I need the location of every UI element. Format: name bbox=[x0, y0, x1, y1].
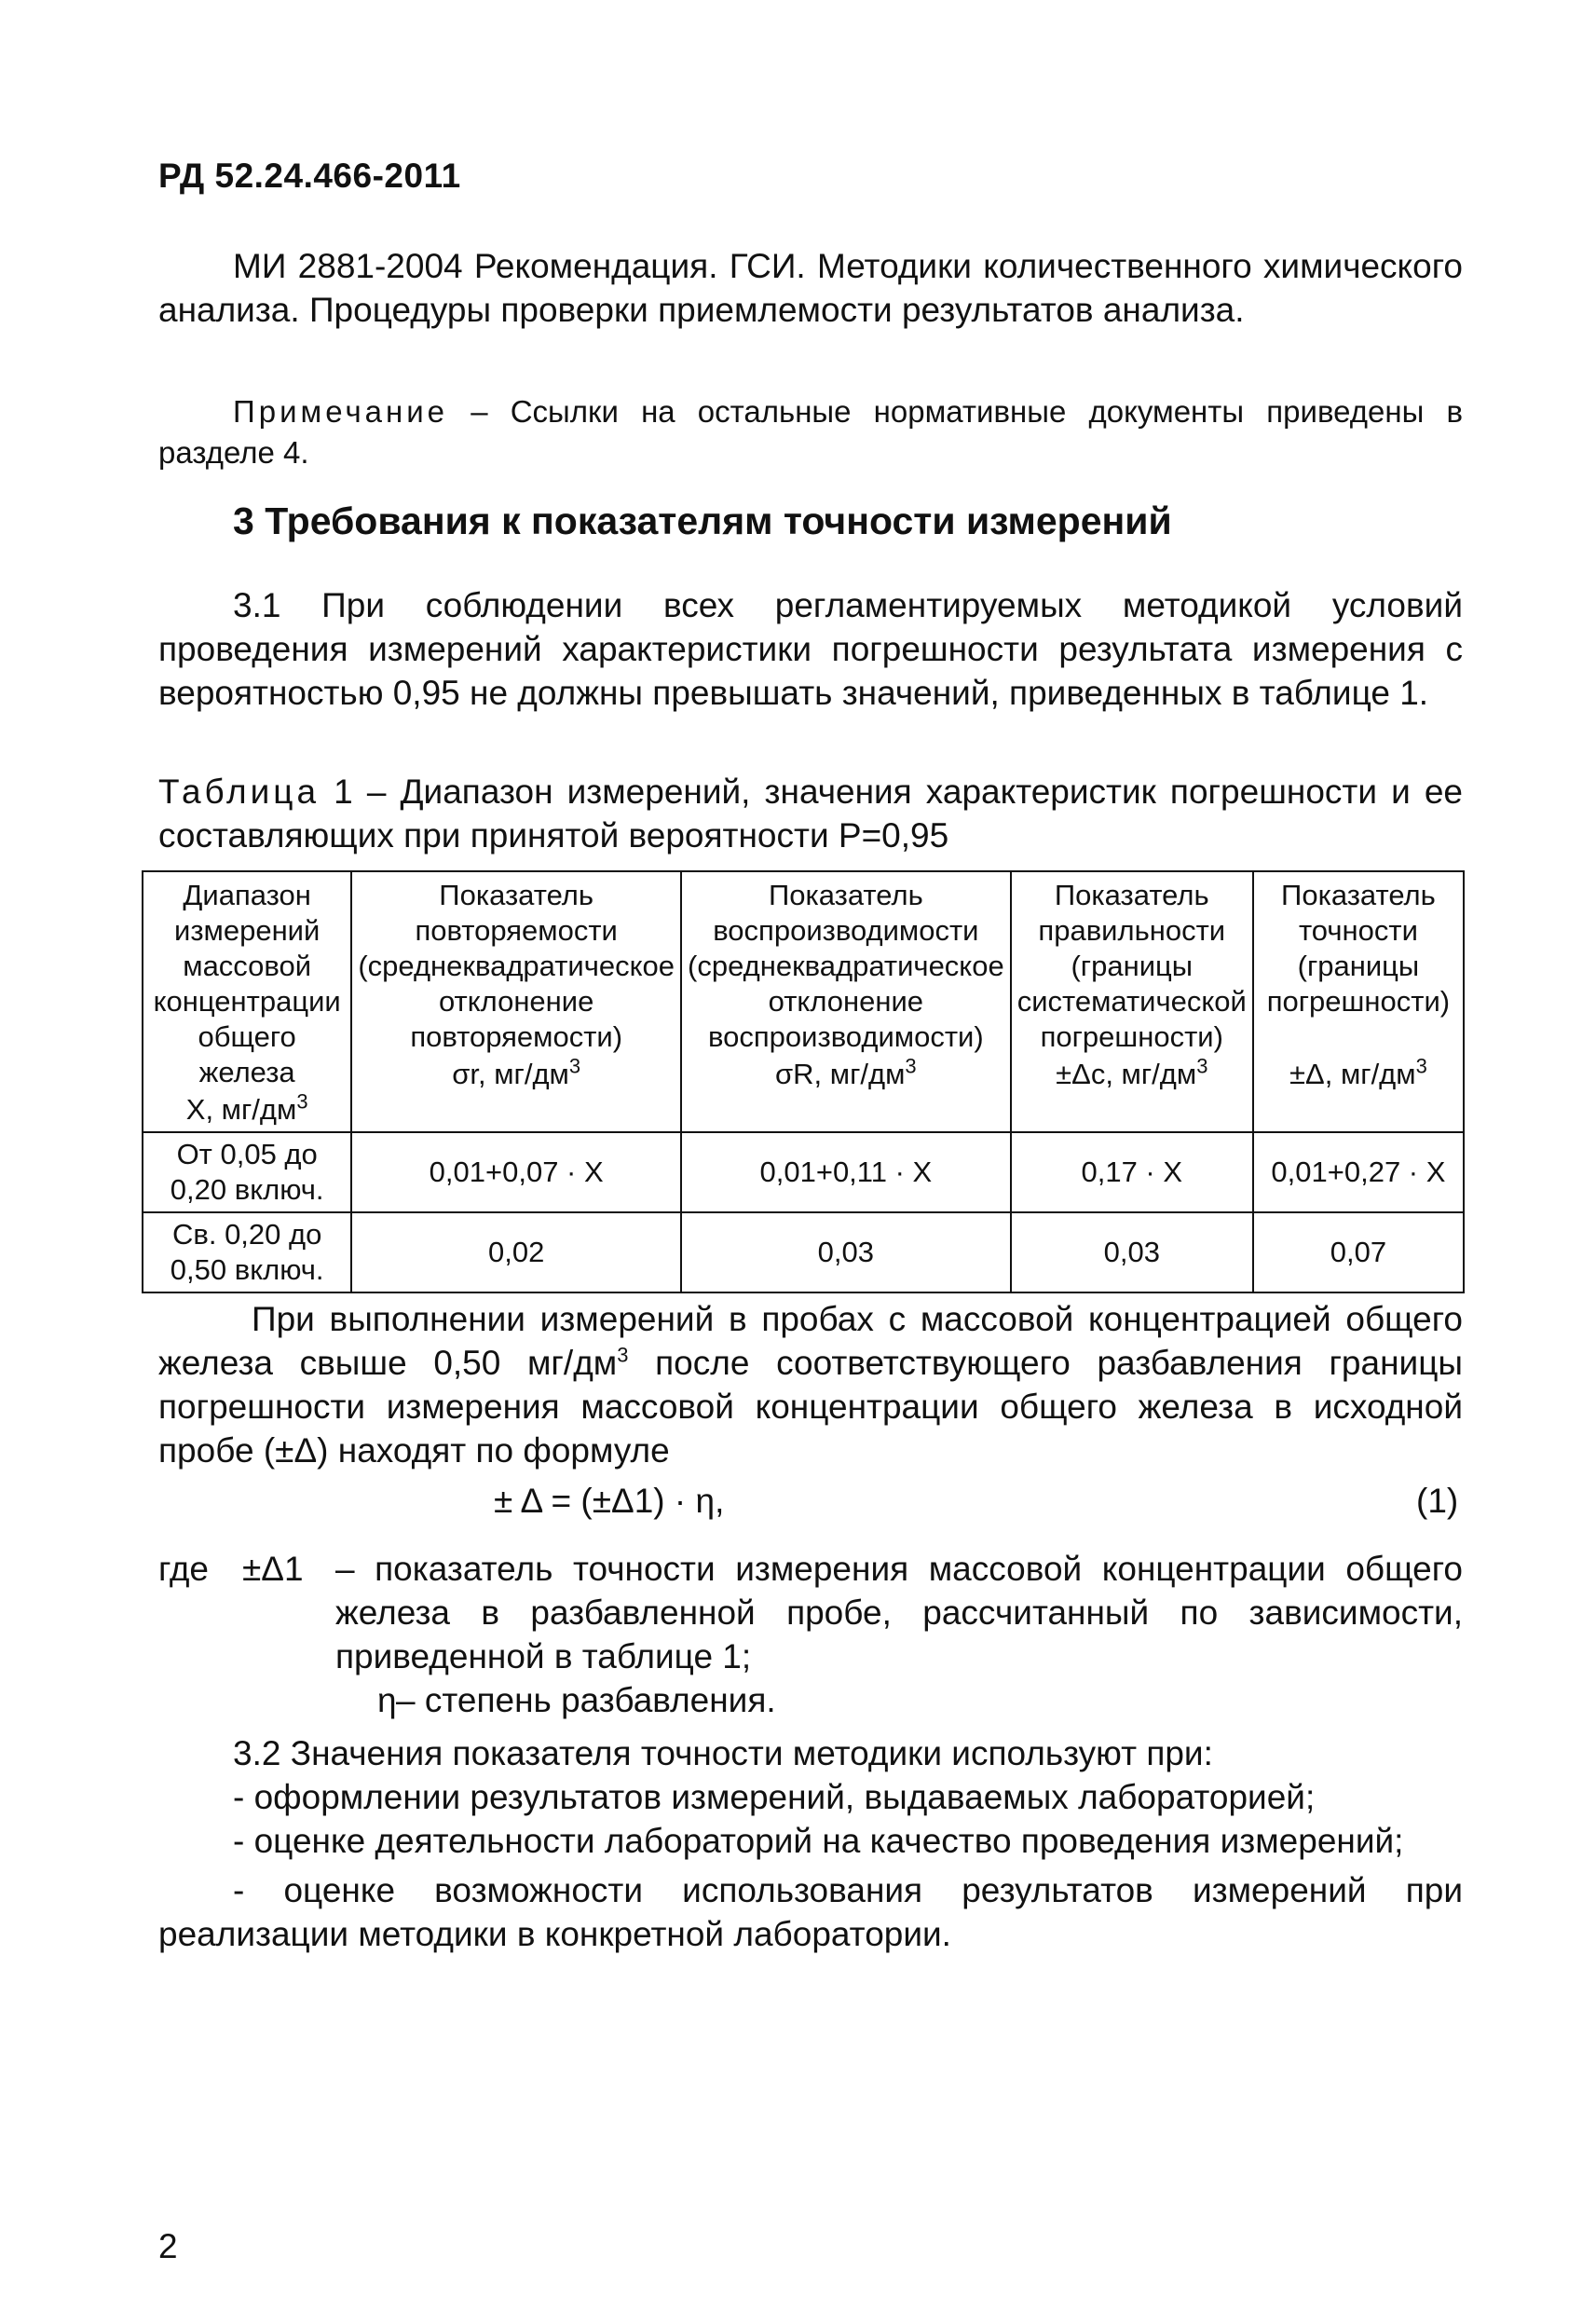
header-range: Диапазон измерений массовой концентрации общего железа X, $мг/дм^3$ bbox=[143, 871, 351, 1132]
accuracy-table bbox=[142, 870, 1465, 1293]
table-row: Св. 0,20 до 0,50 включ. 0,02 0,03 0,03 0,07 bbox=[143, 1212, 1464, 1292]
note-text: – Ссылки на остальные нормативные документы приведены в разделе 4. bbox=[158, 394, 1463, 470]
list-item: - оформлении результатов измерений, выдаваемых лабораторией; bbox=[233, 1778, 1316, 1816]
where-term-2: η bbox=[377, 1681, 397, 1719]
table-header-row bbox=[143, 871, 1464, 1132]
dilution-paragraph: При выполнении измерений в пробах с массовой концентрацией общего железа свыше 0,50 $мг/дм^3$ после соответствующего разбавления границы погрешности измерения массовой концентрации общего железа в исходной пробе (±Δ) находят по формуле bbox=[158, 1300, 1463, 1470]
table-caption-text: 1 – Диапазон измерений, значения характеристик погрешности и ее составляющих при принятой вероятности Р=0,95 bbox=[158, 773, 1463, 855]
document-code: РД 52.24.466-2011 bbox=[158, 157, 461, 195]
table-caption-label: Таблица bbox=[158, 773, 321, 811]
paragraph-3-1: 3.1 При соблюдении всех регламентируемых методикой условий проведения измерений характеристики погрешности результата измерения с вероятностью 0,95 не должны превышать значений, приведенных в таблице 1. bbox=[158, 586, 1463, 712]
section-title: 3 Требования к показателям точности измерений bbox=[233, 499, 1172, 542]
table-row: От 0,05 до 0,20 включ. 0,01+0,07 · X 0,01+0,11 · X 0,17 · X 0,01+0,27 · X bbox=[143, 1132, 1464, 1212]
formula-expression: ± Δ = (±Δ1) · η, bbox=[494, 1482, 725, 1520]
list-item: - оценке возможности использования результатов измерений при реализации методики в конкретной лаборатории. bbox=[158, 1871, 1463, 1953]
formula-number: (1) bbox=[1416, 1482, 1459, 1520]
list-item: - оценке деятельности лабораторий на качество проведения измерений; bbox=[233, 1822, 1404, 1860]
note-label: Примечание bbox=[233, 394, 449, 429]
where-term-1: ±Δ1 bbox=[242, 1550, 304, 1588]
reference-line: МИ 2881-2004 Рекомендация. ГСИ. Методики количественного химического анализа. Процедуры проверки приемлемости результатов анализа. bbox=[158, 247, 1463, 329]
where-block: где ±Δ1 – показатель точности измерения массовой концентрации общего железа в разбавленной пробе, рассчитанный по зависимости, приведенной в таблице 1; η – степень разбавления. bbox=[158, 1547, 1463, 1722]
table-caption bbox=[158, 770, 1463, 857]
note bbox=[158, 391, 1463, 473]
header-trueness: Показатель правильности (границы систематической погрешности) ±Δc, $мг/дм^3$ bbox=[1011, 871, 1253, 1132]
header-accuracy: Показатель точности (границы погрешности) ±Δ, $мг/дм^3$ bbox=[1253, 871, 1464, 1132]
where-definition-2: – степень разбавления. bbox=[396, 1681, 776, 1719]
paragraph-3-2: 3.2 Значения показателя точности методики используют при: - оформлении результатов измерений, выдаваемых лабораторией; - оценке деятельности лабораторий на качество проведения измерений; - оценке возможности использования результатов измерений при реализации методики в конкретной лаборатории. bbox=[158, 1731, 1463, 1956]
header-repeatability: Показатель повторяемости (среднеквадратическое отклонение повторяемости) σr, $мг/дм^3$ bbox=[351, 871, 681, 1132]
where-definition-1: – показатель точности измерения массовой концентрации общего железа в разбавленной пробе, рассчитанный по зависимости, приведенной в таблице 1; bbox=[335, 1550, 1463, 1675]
page-number: 2 bbox=[158, 2227, 178, 2265]
header-reproducibility: Показатель воспроизводимости (среднеквадратическое отклонение воспроизводимости) σR, $мг/дм^3$ bbox=[681, 871, 1011, 1132]
